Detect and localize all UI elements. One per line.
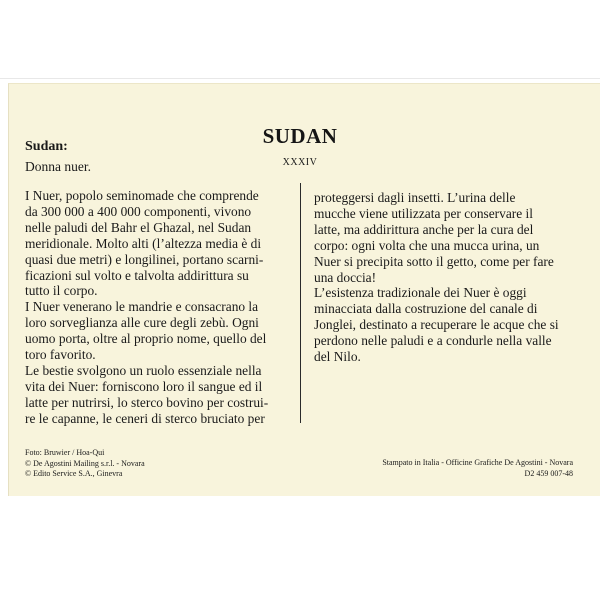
body-text-right-column: proteggersi dagli insetti. L’urina delle mucche viene utilizzata per conservare il latte, ma addirittura anche per la cura del corpo: ogni volta che una mucca urina, un Nuer si precipita sotto il getto, come per fare una doccia! L’esistenza tradizionale dei Nuer è oggi minacciata dalla costruzione del canale di Jonglei, destinato a recuperare le acque che si perdono nelle paludi e a condurle nella valle del Nilo. xyxy=(314,190,559,365)
photo-caption: Donna nuer. xyxy=(25,159,91,174)
print-info: Stampato in Italia - Officine Grafiche De Agostini - Novara D2 459 007-48 xyxy=(382,458,573,478)
column-divider xyxy=(300,183,301,423)
card-number: XXXIV xyxy=(282,157,318,168)
body-text-left-column: I Nuer, popolo seminomade che comprende da 300 000 a 400 000 componenti, vivono nelle paludi del Bahr el Ghazal, nel Sudan meridionale. Molto alti (l’altezza media è di quasi due metri) e longilinei, portano scarni- ficazioni sul volto e talvolta addirittura su tutto il corpo. I Nuer venerano le mandrie e consacrano la loro sorveglianza alle cure degli zebù. Ogni uomo porta, oltre al proprio nome, quello del toro favorito. Le bestie svolgono un ruolo essenziale nella vita dei Nuer: forniscono loro il sangue ed il latte per nutrirsi, lo sterco bovino per costrui- re le capanne, le ceneri di sterco bruciato per xyxy=(25,188,269,426)
photo-credits: Foto: Bruwier / Hoa-Qui © De Agostini Mailing s.r.l. - Novara © Edito Service S.A., Ginevra xyxy=(25,448,145,478)
card-title: SUDAN xyxy=(262,124,338,148)
subject-heading: Sudan: xyxy=(25,139,68,154)
scan-edge-line xyxy=(0,78,600,79)
